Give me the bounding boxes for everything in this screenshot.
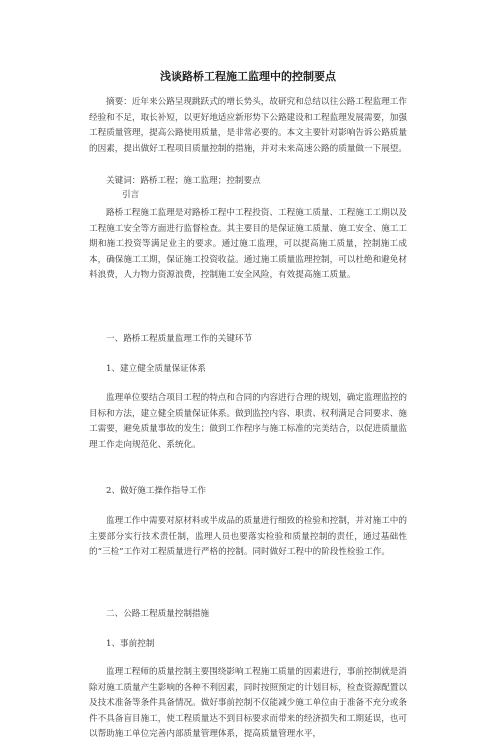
intro-heading: 引言: [122, 190, 140, 200]
subsection3-heading: 1、事前控制: [106, 639, 155, 649]
subsection1-heading: 1、建立健全质量保证体系: [106, 364, 206, 374]
keywords-line: 关键词：路桥工程；施工监理；控制要点: [106, 176, 261, 186]
intro-paragraph: 路桥工程施工监理是对路桥工程中工程投资、工程施工质量、工程施工工期以及工程施工安全等方面进行监督检查。其主要目的是保证施工质量、施工安全、施工工期和施工投资等满足业主的要求。通过施工监理，可以提高施工质量，控制施工成本，确保施工工期，保证施工投资收益。通过施工质量监理控制，可以杜绝和避免材料浪费，人力物力资源浪费，控制施工安全风险，有效提高施工质量。: [89, 208, 407, 280]
document-title: 浅谈路桥工程施工监理中的控制要点: [160, 70, 336, 83]
section1-heading: 一、路桥工程质量监理工作的关键环节: [106, 334, 253, 344]
section2-heading: 二、公路工程质量控制措施: [106, 609, 210, 619]
abstract-paragraph: 摘要：近年来公路呈现跳跃式的增长势头，故研究和总结以往公路工程监理工作经验和不足，取长补短，以更好地适应新形势下公路建设和工程监理发展需要，加强工程质量管理，提高公路使用质量，是非常必要的。本文主要针对影响告诉公路质量的因素，提出做好工程项目质量控制的措施，并对未来高速公路的质量做一下展望。: [89, 97, 407, 154]
subsection3-paragraph: 监理工程师的质量控制主要围绕影响工程施工质量的因素进行，事前控制就是消除对施工质量产生影响的各种不利因素，同时按照预定的计划目标，检查资源配置以及技术准备等条件具备情况。做好事前控制不仅能减少施工单位由于准备不充分或条件不具备盲目施工，使工程质量达不到目标要求而带来的经济损失和工期延误，也可以帮助施工单位完善内部质量管理体系，提高质量管理水平，: [89, 667, 407, 739]
subsection1-paragraph: 监理单位要结合项目工程的特点和合同的内容进行合理的规划，确定监理监控的目标和方法，建立健全质量保证体系。做到监控内容、职责、权利满足合同要求、施工需要，避免质量事故的发生；做到工作程序与施工标准的完美结合，以促进质量监理工作走向规范化、系统化。: [89, 393, 407, 450]
subsection2-heading: 2、做好施工操作指导工作: [106, 486, 206, 496]
subsection2-paragraph: 监理工作中需要对原材料或半成品的质量进行细致的检验和控制，并对施工中的主要部分实行技术责任制，监理人员也要落实检验和质量控制的责任，通过基础性的“三检”工作对工程质量进行严格的控制。同时做好工程中的阶段性检验工作。: [89, 516, 407, 557]
